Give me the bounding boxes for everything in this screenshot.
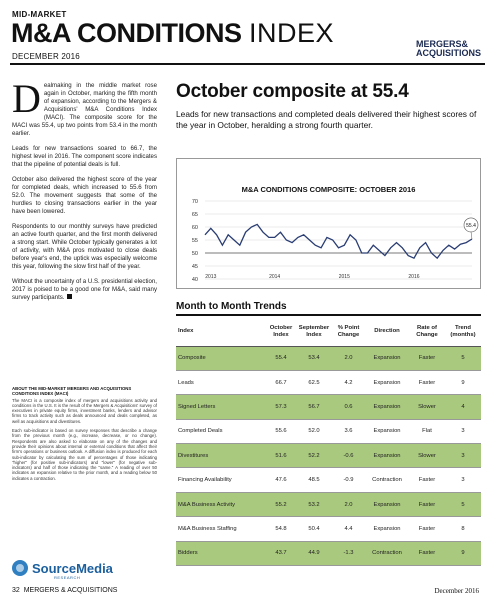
article-paragraph-4: Respondents to our monthly surveys have predicted an active fourth quarter, and the first month delivered a strong start. While October typically generates a lot of activity, with M&A pros motivated to close deals before year's end, the uptick was especially welcome this year, following the slow first half of the year.	[12, 223, 157, 270]
header-kicker: MID-MARKET	[12, 10, 67, 19]
cell-rate: Slower	[409, 444, 445, 468]
trends-header-row	[176, 318, 481, 346]
cell-rate: Faster	[409, 492, 445, 516]
title-bold: M&A CONDITIONS	[11, 18, 242, 48]
sourcemedia-mark-icon	[12, 560, 28, 576]
brand-logo	[416, 40, 481, 58]
cell-trend: 4	[445, 395, 481, 419]
cell-rate: Slower	[409, 395, 445, 419]
col-header-trend: Trend (months)	[445, 318, 481, 346]
cell-direction: Expansion	[365, 444, 409, 468]
cell-index: Completed Deals	[176, 419, 266, 443]
cell-rate: Faster	[409, 468, 445, 492]
article-paragraph-1-text: ealmaking in the middle market rose again in October, marking the fifth month of expansion, according to the Mergers & Acquisitions' M&A Conditions Index (MACI). The composite score for the MACI was 55.4, up two points from 53.4 in the month earlier.	[12, 82, 157, 137]
table-row	[176, 541, 481, 565]
end-value-label: 55.4	[466, 222, 476, 229]
sourcemedia-name: SourceMedia	[32, 560, 113, 576]
cell-oct: 55.4	[266, 346, 296, 370]
cell-oct: 54.8	[266, 517, 296, 541]
table-row	[176, 346, 481, 370]
footer-publication: MERGERS & ACQUISITIONS	[23, 587, 118, 594]
cell-oct: 43.7	[266, 541, 296, 565]
cell-sep: 62.5	[296, 370, 332, 394]
cell-rate: Faster	[409, 541, 445, 565]
issue-date: DECEMBER 2016	[12, 52, 80, 61]
cell-sep: 50.4	[296, 517, 332, 541]
table-row	[176, 395, 481, 419]
cell-direction: Expansion	[365, 492, 409, 516]
page-footer	[12, 587, 483, 594]
cell-direction: Expansion	[365, 395, 409, 419]
article-paragraph-3: October also delivered the highest score of the year for completed deals, which increased to 55.6 from 52.0. The movement suggests that some of the hurdles to closing transactions earlier in the year have been lowered.	[12, 176, 157, 215]
trends-body	[176, 346, 481, 566]
cell-sep: 48.5	[296, 468, 332, 492]
cell-trend: 3	[445, 419, 481, 443]
cell-change: -1.3	[332, 541, 365, 565]
y-tick-label: 55	[191, 238, 198, 244]
article-paragraph-1	[12, 76, 157, 138]
cell-direction: Contraction	[365, 541, 409, 565]
table-row	[176, 444, 481, 468]
table-row	[176, 419, 481, 443]
table-row	[176, 370, 481, 394]
header-rule	[10, 63, 485, 65]
cell-oct: 66.7	[266, 370, 296, 394]
cell-oct: 55.2	[266, 492, 296, 516]
cell-rate: Faster	[409, 370, 445, 394]
cell-trend: 5	[445, 346, 481, 370]
cell-sep: 53.4	[296, 346, 332, 370]
x-tick-label: 2013	[205, 274, 217, 280]
cell-change: 2.0	[332, 346, 365, 370]
trends-rule	[176, 314, 481, 316]
cell-oct: 51.6	[266, 444, 296, 468]
chart-svg	[177, 159, 482, 290]
title-light: INDEX	[249, 18, 335, 48]
brand-line-1: MERGERS&	[415, 39, 468, 49]
y-tick-label: 70	[191, 199, 198, 205]
cell-trend: 3	[445, 444, 481, 468]
cell-index: Divestitures	[176, 444, 266, 468]
article-paragraph-5	[12, 278, 157, 302]
trends-table	[176, 318, 481, 566]
cell-change: -0.6	[332, 444, 365, 468]
deck: Leads for new transactions and completed deals delivered their highest scores of the year in October, heralding a strong fourth quarter.	[176, 109, 477, 130]
cell-direction: Contraction	[365, 468, 409, 492]
footer-date: December 2016	[434, 587, 479, 595]
y-tick-label: 40	[191, 277, 198, 283]
col-header-direction: Direction	[365, 318, 409, 346]
cell-oct: 55.6	[266, 419, 296, 443]
cell-change: 4.4	[332, 517, 365, 541]
table-row	[176, 468, 481, 492]
col-header-index: Index	[176, 318, 266, 346]
cell-rate: Faster	[409, 517, 445, 541]
cell-change: 3.6	[332, 419, 365, 443]
cell-sep: 44.9	[296, 541, 332, 565]
about-paragraph-1: The MACI is a composite index of mergers and acquisitions activity and conditions in the U.S. It is the result of the Mergers & Acquisitions' survey of executives in private equity firms, investment banks, lenders and advisor firms to track activity such as deals announced and deals completed, as well as acquisitions and divestitures.	[12, 397, 157, 424]
cell-trend: 9	[445, 370, 481, 394]
cell-change: -0.9	[332, 468, 365, 492]
table-row	[176, 492, 481, 516]
y-tick-label: 60	[191, 225, 198, 231]
cell-trend: 3	[445, 468, 481, 492]
cell-index: Bidders	[176, 541, 266, 565]
dropcap: D	[12, 76, 41, 121]
cell-index: Financing Availability	[176, 468, 266, 492]
cell-index: Composite	[176, 346, 266, 370]
cell-change: 0.6	[332, 395, 365, 419]
cell-change: 4.2	[332, 370, 365, 394]
y-tick-label: 65	[191, 212, 198, 218]
cell-sep: 52.2	[296, 444, 332, 468]
sourcemedia-sub: RESEARCH	[54, 575, 81, 580]
cell-trend: 8	[445, 517, 481, 541]
cell-rate: Faster	[409, 346, 445, 370]
end-mark	[67, 294, 72, 299]
chart-title: M&A CONDITIONS COMPOSITE: OCTOBER 2016	[241, 185, 416, 194]
cell-index: Signed Letters	[176, 395, 266, 419]
x-tick-label: 2016	[408, 274, 420, 280]
col-header-october: October Index	[266, 318, 296, 346]
trends-title: Month to Month Trends	[176, 301, 287, 312]
x-tick-label: 2015	[338, 274, 350, 280]
article-body	[12, 76, 157, 309]
cell-direction: Expansion	[365, 419, 409, 443]
page-number: 32	[12, 587, 20, 594]
cell-trend: 5	[445, 492, 481, 516]
about-paragraph-2: Each sub-indicator is based on survey responses that describe a change from the previous month (e.g., increase, decrease, or no change). Respondents are also asked to elaborate on any of the changes and provide their opinions about internal or external conditions that affect their firm's operations or business outlook. A diffusion index is produced for each sub-indicator by calculating the sum of percentages of those indicating "higher" (for positive sub-indicators) and "lower" (for negative sub-indicators) and half of those indicating the "same." A reading of over 50 indicates an expansion relative to the prior month, and a reading below 50 indicates a contraction.	[12, 428, 157, 481]
cell-rate: Flat	[409, 419, 445, 443]
cell-direction: Expansion	[365, 517, 409, 541]
brand-line-2: ACQUISITIONS	[415, 48, 481, 58]
headline: October composite at 55.4	[176, 81, 409, 102]
cell-sep: 53.2	[296, 492, 332, 516]
cell-direction: Expansion	[365, 370, 409, 394]
page-title	[11, 18, 334, 48]
composite-chart	[176, 158, 481, 289]
about-title: ABOUT THE MID-MARKET MERGERS AND ACQUISITIONS CONDITIONS INDEX (MACI)	[12, 386, 132, 397]
y-tick-label: 50	[191, 251, 198, 257]
col-header-september: September Index	[296, 318, 332, 346]
col-header-rate: Rate of Change	[409, 318, 445, 346]
sourcemedia-logo	[12, 560, 113, 580]
col-header-change: % Point Change	[332, 318, 365, 346]
cell-change: 2.0	[332, 492, 365, 516]
table-row	[176, 517, 481, 541]
cell-index: Leads	[176, 370, 266, 394]
cell-direction: Expansion	[365, 346, 409, 370]
cell-index: M&A Business Staffing	[176, 517, 266, 541]
cell-oct: 57.3	[266, 395, 296, 419]
cell-sep: 52.0	[296, 419, 332, 443]
x-tick-label: 2014	[269, 274, 281, 280]
cell-sep: 56.7	[296, 395, 332, 419]
y-tick-label: 45	[191, 264, 198, 270]
article-paragraph-5-text: Without the uncertainty of a U.S. presidential election, 2017 is poised to be a good one for M&A, said many survey participants.	[12, 278, 157, 301]
end-label-leader	[471, 232, 472, 239]
cell-trend: 9	[445, 541, 481, 565]
cell-index: M&A Business Activity	[176, 492, 266, 516]
article-paragraph-2: Leads for new transactions soared to 66.7, the highest level in 2016. The component score indicates that the pipeline of potential deals is full.	[12, 145, 157, 168]
cell-oct: 47.6	[266, 468, 296, 492]
about-box	[12, 386, 157, 485]
